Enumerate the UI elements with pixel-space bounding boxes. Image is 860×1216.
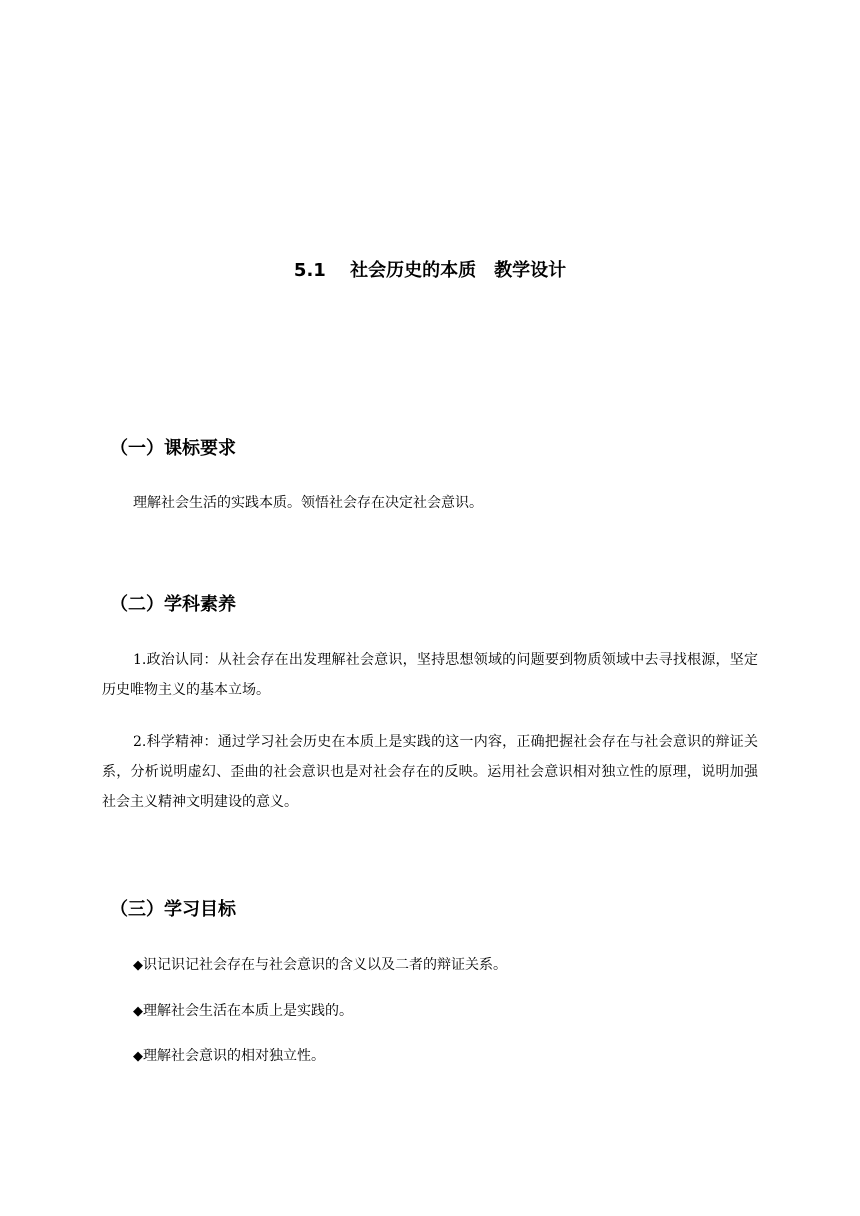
diamond-bullet-icon: ◆ xyxy=(133,1049,143,1064)
section-heading-learning-objectives: （三）学习目标 xyxy=(110,899,236,920)
objective-list-item xyxy=(133,1000,353,1023)
scientific-spirit-paragraph: 2.科学精神：通过学习社会历史在本质上是实践的这一内容，正确把握社会存在与社会意识的辩证关系，分析说明虚幻、歪曲的社会意识也是对社会存在的反映。运用社会意识相对独立性的原理，说明加强社会主义精神文明建设的意义。 xyxy=(102,734,758,810)
political-identity-paragraph: 1.政治认同：从社会存在出发理解社会意识，坚持思想领域的问题要到物质领域中去寻找根源，坚定历史唯物主义的基本立场。 xyxy=(102,652,758,698)
curriculum-requirements-paragraph: 理解社会生活的实践本质。领悟社会存在决定社会意识。 xyxy=(133,495,483,511)
diamond-bullet-icon: ◆ xyxy=(133,958,143,973)
objective-text: 理解社会生活在本质上是实践的。 xyxy=(143,1003,353,1019)
objective-text: 识记识记社会存在与社会意识的含义以及二者的辩证关系。 xyxy=(143,957,507,973)
objective-list-item xyxy=(133,1045,325,1068)
objective-text: 理解社会意识的相对独立性。 xyxy=(143,1048,325,1064)
section-heading-subject-literacy: （二）学科素养 xyxy=(110,594,236,615)
section-heading-curriculum-requirements: （一）课标要求 xyxy=(110,438,236,459)
objective-list-item xyxy=(133,954,507,977)
document-title: 5.1 社会历史的本质 教学设计 xyxy=(293,260,567,281)
diamond-bullet-icon: ◆ xyxy=(133,1004,143,1019)
